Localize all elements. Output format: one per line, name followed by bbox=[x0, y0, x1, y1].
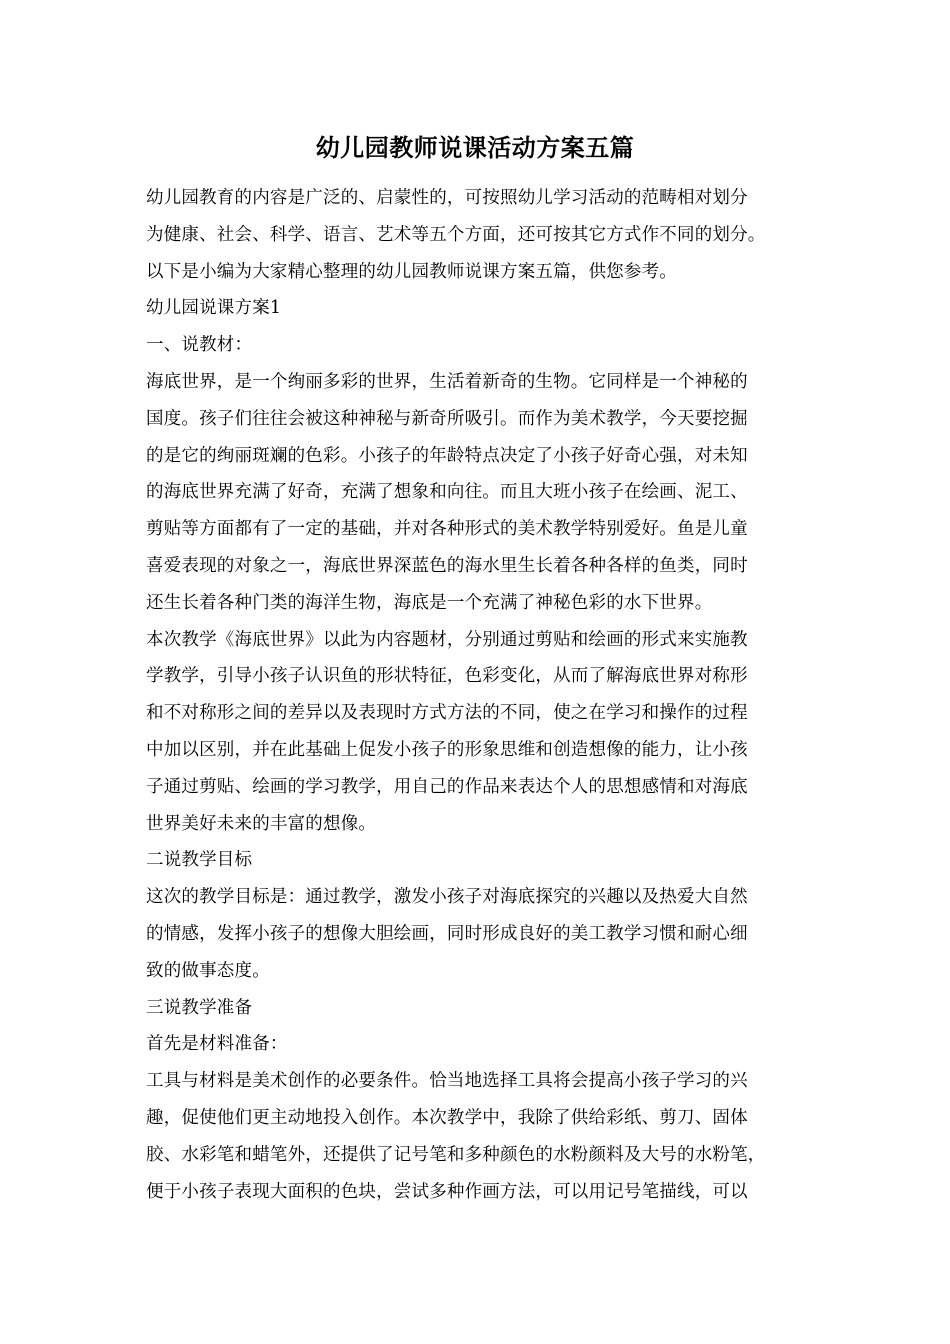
text-line: 胶、水彩笔和蜡笔外，还提供了记号笔和多种颜色的水粉颜料及大号的水粉笔， bbox=[146, 1144, 766, 1165]
text-line: 剪贴等方面都有了一定的基础，并对各种形式的美术教学特别爱好。鱼是儿童 bbox=[146, 519, 748, 540]
text-line: 还生长着各种门类的海洋生物，海底是一个充满了神秘色彩的水下世界。 bbox=[146, 592, 713, 613]
section-heading: 幼儿园说课方案1 bbox=[146, 298, 282, 319]
text-line: 国度。孩子们往往会被这种神秘与新奇所吸引。而作为美术教学，今天要挖掘 bbox=[146, 408, 748, 429]
text-line: 的是它的绚丽斑斓的色彩。小孩子的年龄特点决定了小孩子好奇心强，对未知 bbox=[146, 445, 748, 466]
text-line: 的海底世界充满了好奇，充满了想象和向往。而且大班小孩子在绘画、泥工、 bbox=[146, 482, 748, 503]
text-line: 子通过剪贴、绘画的学习教学，用自己的作品来表达个人的思想感情和对海底 bbox=[146, 776, 748, 797]
text-line: 世界美好未来的丰富的想像。 bbox=[146, 813, 377, 834]
text-line: 的情感，发挥小孩子的想像大胆绘画，同时形成良好的美工教学习惯和耐心细 bbox=[146, 923, 748, 944]
text-line: 和不对称形之间的差异以及表现时方式方法的不同，使之在学习和操作的过程 bbox=[146, 703, 748, 724]
section-heading: 三说教学准备 bbox=[146, 997, 253, 1018]
text-line: 学教学，引导小孩子认识鱼的形状特征，色彩变化，从而了解海底世界对称形 bbox=[146, 666, 748, 687]
text-line: 本次教学《海底世界》以此为内容题材，分别通过剪贴和绘画的形式来实施教 bbox=[146, 629, 748, 650]
text-line: 便于小孩子表现大面积的色块，尝试多种作画方法，可以用记号笔描线，可以 bbox=[146, 1181, 748, 1202]
text-line: 幼儿园教育的内容是广泛的、启蒙性的，可按照幼儿学习活动的范畴相对划分 bbox=[146, 188, 748, 208]
text-line: 以下是小编为大家精心整理的幼儿园教师说课方案五篇，供您参考。 bbox=[146, 261, 677, 282]
section-heading: 二说教学目标 bbox=[146, 850, 253, 871]
text-line: 趣，促使他们更主动地投入创作。本次教学中，我除了供给彩纸、剪刀、固体 bbox=[146, 1107, 748, 1128]
document-body bbox=[146, 180, 826, 1210]
text-line: 这次的教学目标是：通过教学，激发小孩子对海底探究的兴趣以及热爱大自然 bbox=[146, 887, 748, 908]
text-line: 首先是材料准备： bbox=[146, 1034, 288, 1055]
text-line: 工具与材料是美术创作的必要条件。恰当地选择工具将会提高小孩子学习的兴 bbox=[146, 1071, 748, 1092]
text-line: 海底世界，是一个绚丽多彩的世界，生活着新奇的生物。它同样是一个神秘的 bbox=[146, 371, 748, 392]
text-line: 为健康、社会、科学、语言、艺术等五个方面，还可按其它方式作不同的划分。 bbox=[146, 224, 766, 245]
section-heading: 一、说教材： bbox=[146, 335, 253, 356]
text-line: 致的做事态度。 bbox=[146, 960, 270, 981]
text-line: 中加以区别，并在此基础上促发小孩子的形象思维和创造想像的能力，让小孩 bbox=[146, 739, 748, 760]
text-line: 喜爱表现的对象之一，海底世界深蓝色的海水里生长着各种各样的鱼类，同时 bbox=[146, 555, 748, 576]
document-title: 幼儿园教师说课活动方案五篇 bbox=[315, 133, 635, 162]
